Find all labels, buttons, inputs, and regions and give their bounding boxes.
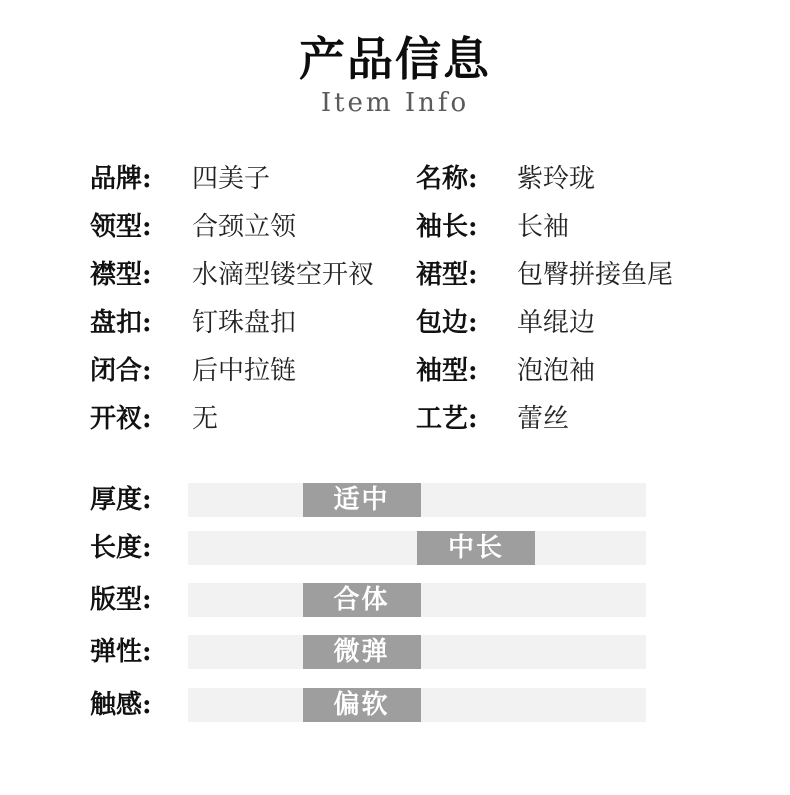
- attribute-value: 长袖: [517, 212, 570, 242]
- scale-marker: 适中: [303, 483, 421, 517]
- attribute-value: 四美子: [192, 164, 271, 194]
- attribute-value: 合颈立领: [192, 212, 297, 242]
- attribute-value: 单绲边: [517, 308, 596, 338]
- scale-label: 触感:: [90, 690, 152, 720]
- attribute-label: 袖长:: [416, 212, 478, 242]
- attribute-label: 工艺:: [416, 404, 478, 434]
- attribute-label: 盘扣:: [90, 308, 152, 338]
- attribute-label: 襟型:: [90, 260, 152, 290]
- attribute-value: 水滴型镂空开衩: [192, 260, 375, 290]
- scale-row-thickness: [0, 482, 790, 518]
- attribute-label: 裙型:: [416, 260, 478, 290]
- scale-label: 弹性:: [90, 637, 152, 667]
- attribute-value: 包臀拼接鱼尾: [517, 260, 674, 290]
- attribute-label: 包边:: [416, 308, 478, 338]
- attribute-label: 闭合:: [90, 356, 152, 386]
- scale-label: 版型:: [90, 585, 152, 615]
- scale-marker: 中长: [417, 531, 535, 565]
- attribute-value: 紫玲珑: [517, 164, 596, 194]
- scale-row-fit: [0, 582, 790, 618]
- scale-label: 长度:: [90, 533, 152, 563]
- attribute-label: 品牌:: [90, 164, 152, 194]
- attribute-label: 名称:: [416, 164, 478, 194]
- attribute-label: 领型:: [90, 212, 152, 242]
- scale-label: 厚度:: [90, 485, 152, 515]
- scale-row-touch: [0, 687, 790, 723]
- scale-row-length: [0, 530, 790, 566]
- page-title: 产品信息: [299, 32, 491, 86]
- scale-marker: 偏软: [303, 688, 421, 722]
- scale-marker: 合体: [303, 583, 421, 617]
- attribute-label: 袖型:: [416, 356, 478, 386]
- scale-marker: 微弹: [303, 635, 421, 669]
- attribute-label: 开衩:: [90, 404, 152, 434]
- attribute-value: 无: [192, 404, 219, 434]
- attribute-value: 后中拉链: [192, 356, 297, 386]
- attribute-value: 钉珠盘扣: [192, 308, 297, 338]
- page-subtitle: Item Info: [320, 88, 470, 118]
- scale-row-elasticity: [0, 634, 790, 670]
- attribute-value: 泡泡袖: [517, 356, 596, 386]
- attribute-value: 蕾丝: [517, 404, 570, 434]
